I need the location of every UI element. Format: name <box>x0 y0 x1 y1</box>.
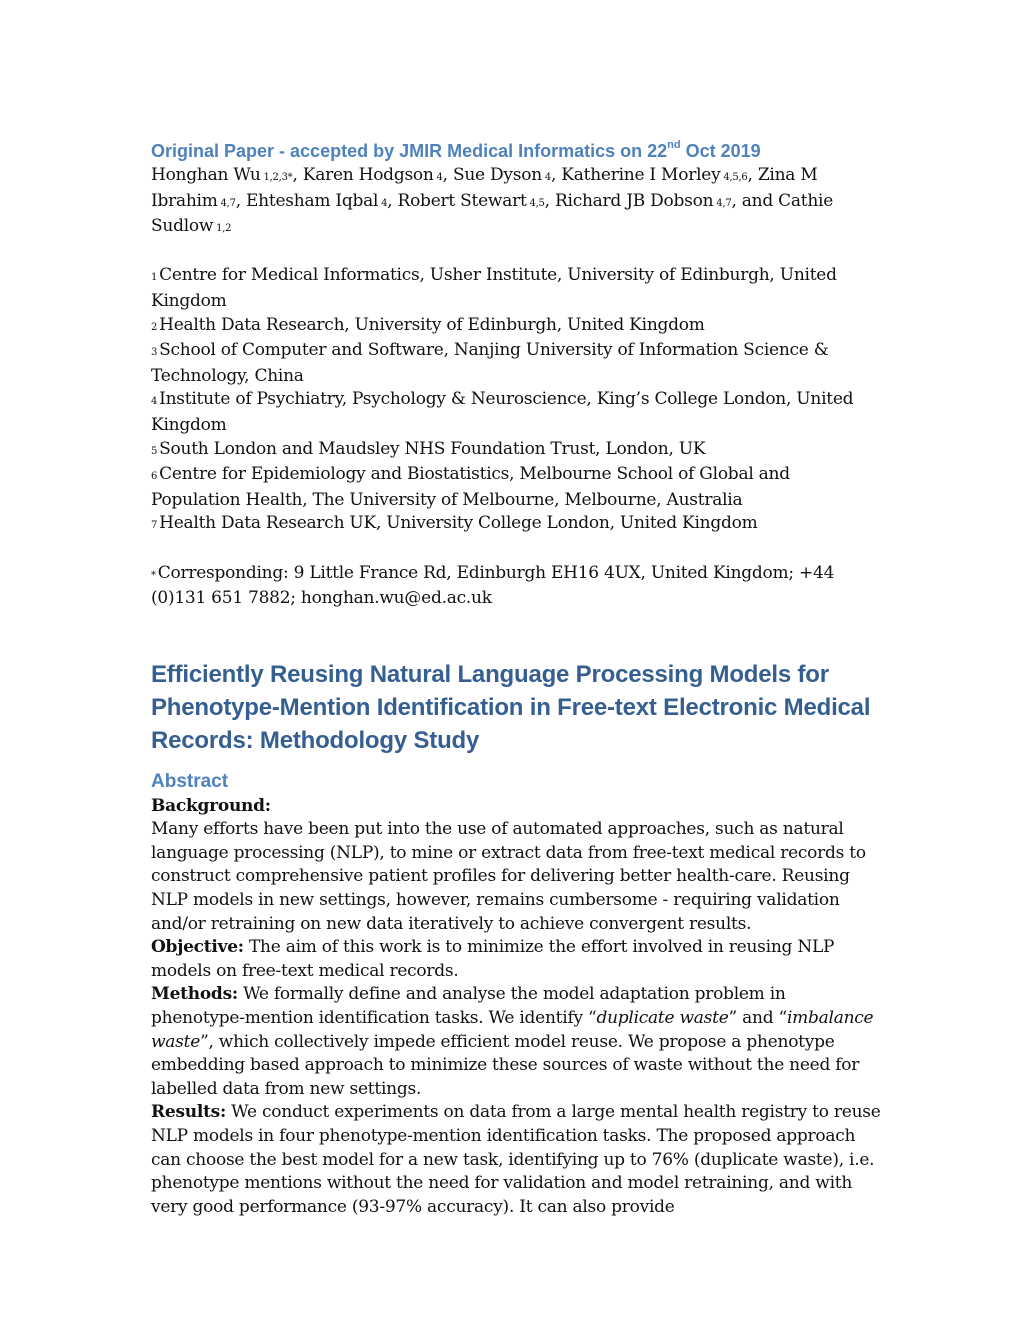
affiliation-num: 4 <box>151 396 158 408</box>
author-name: , Katherine I Morley <box>550 165 721 185</box>
acceptance-header <box>151 138 881 164</box>
author-affil-num: 4,7 <box>217 197 236 209</box>
author-affil-num: 4,5 <box>526 197 545 209</box>
spacer <box>151 241 881 265</box>
affiliation-item <box>151 339 881 388</box>
paper-page <box>151 138 881 1219</box>
objective-text: The aim of this work is to minimize the effort involved in reusing NLP models on free-text medical records. <box>151 937 835 981</box>
corresponding-text: Corresponding: 9 Little France Rd, Edinburgh EH16 4UX, United Kingdom; +44 (0)131 651 7882; honghan.wu@ed.ac.uk <box>151 562 835 609</box>
results-text: We conduct experiments on data from a large mental health registry to reuse NLP models in four phenotype-mention identification tasks. The proposed approach can choose the best model for a new task, identifying up to 76% (duplicate waste), i.e. phenotype mentions without the need for validation and model retraining, and with very good performance (93-97% accuracy). It can also provide <box>151 1102 881 1217</box>
corresponding-mark: * <box>151 569 156 581</box>
spacer <box>151 611 881 658</box>
objective-label: Objective: <box>151 937 244 958</box>
affiliation-text: South London and Maudsley NHS Foundation Trust, London, UK <box>159 438 706 459</box>
affiliation-item <box>151 463 881 512</box>
methods-paragraph <box>151 983 881 1101</box>
author-name: , Karen Hodgson <box>292 165 434 185</box>
background-label: Background: <box>151 795 271 816</box>
affiliation-item <box>151 264 881 313</box>
methods-text: ” and “ <box>728 1008 787 1029</box>
methods-italic: duplicate waste <box>596 1008 729 1029</box>
author-name: , and Cathie Sudlow <box>151 190 834 237</box>
paper-title: Efficiently Reusing Natural Language Processing Models for Phenotype-Mention Identification in Free-text Electronic Medical Records: Methodology Study <box>151 660 871 754</box>
methods-label: Methods: <box>151 984 238 1005</box>
affiliation-item <box>151 314 881 340</box>
affiliation-text: School of Computer and Software, Nanjing University of Information Science & Technology, China <box>151 340 829 386</box>
affiliation-num: 2 <box>151 321 158 333</box>
objective-paragraph <box>151 936 881 983</box>
affiliation-num: 3 <box>151 347 158 359</box>
author-affil-num: 4 <box>541 172 551 183</box>
affiliation-num: 5 <box>151 445 158 457</box>
author-affil-num: 1,2,3* <box>260 172 293 183</box>
author-affil-num: 1,2 <box>213 223 232 235</box>
header-superscript: nd <box>667 139 681 151</box>
spacer <box>151 538 881 562</box>
author-name: , Richard JB Dobson <box>544 190 714 211</box>
author-name: , Sue Dyson <box>442 165 542 185</box>
affiliation-text: Centre for Medical Informatics, Usher Institute, University of Edinburgh, United Kingdom <box>151 265 837 311</box>
author-name: , Robert Stewart <box>387 190 527 211</box>
affiliation-num: 6 <box>151 471 158 483</box>
affiliation-text: Institute of Psychiatry, Psychology & Neuroscience, King’s College London, United Kingdom <box>151 389 854 435</box>
affiliation-item <box>151 388 881 437</box>
affiliation-text: Health Data Research, University of Edinburgh, United Kingdom <box>159 314 705 335</box>
affiliation-num: 1 <box>151 272 158 284</box>
author-name: , Ehtesham Iqbal <box>235 190 379 211</box>
header-suffix: Oct 2019 <box>680 141 761 161</box>
author-list <box>151 164 881 241</box>
author-name: Honghan Wu <box>151 165 261 185</box>
affiliation-text: Centre for Epidemiology and Biostatistics, Melbourne School of Global and Population Health, The University of Melbourne, Melbourne, Australia <box>151 464 790 510</box>
methods-italic: imbalance waste <box>151 1008 874 1052</box>
affiliation-num: 7 <box>151 520 158 532</box>
affiliation-text: Health Data Research UK, University College London, United Kingdom <box>159 513 758 534</box>
affiliation-item <box>151 438 881 464</box>
methods-text: We formally define and analyse the model adaptation problem in phenotype-mention identification tasks. We identify “ <box>151 984 786 1029</box>
results-label: Results: <box>151 1102 227 1123</box>
author-affil-num: 4 <box>378 197 388 209</box>
author-affil-num: 4,7 <box>713 197 732 209</box>
header-prefix: Original Paper - accepted by JMIR Medical Informatics on 22 <box>151 141 668 161</box>
background-text: Many efforts have been put into the use of automated approaches, such as natural language processing (NLP), to mine or extract data from free-text medical records to construct comprehensive patient profiles for delivering better health-care. Reusing NLP models in new settings, however, remains cumbersome - requiring validation and/or retraining on new data iteratively to achieve convergent results. <box>151 819 866 934</box>
author-affil-num: 4 <box>433 172 443 183</box>
affiliation-list <box>151 264 881 538</box>
author-affil-num: 4,5,6 <box>720 172 748 183</box>
corresponding-info <box>151 562 881 611</box>
spacer <box>151 757 881 769</box>
results-paragraph <box>151 1101 881 1219</box>
methods-text: ”, which collectively impede efficient model reuse. We propose a phenotype embedding based approach to minimize these sources of waste without the need for labelled data from new settings. <box>151 1031 860 1099</box>
affiliation-item <box>151 512 881 538</box>
author-name: , Zina M Ibrahim <box>151 165 818 211</box>
abstract-heading: Abstract <box>151 770 229 792</box>
